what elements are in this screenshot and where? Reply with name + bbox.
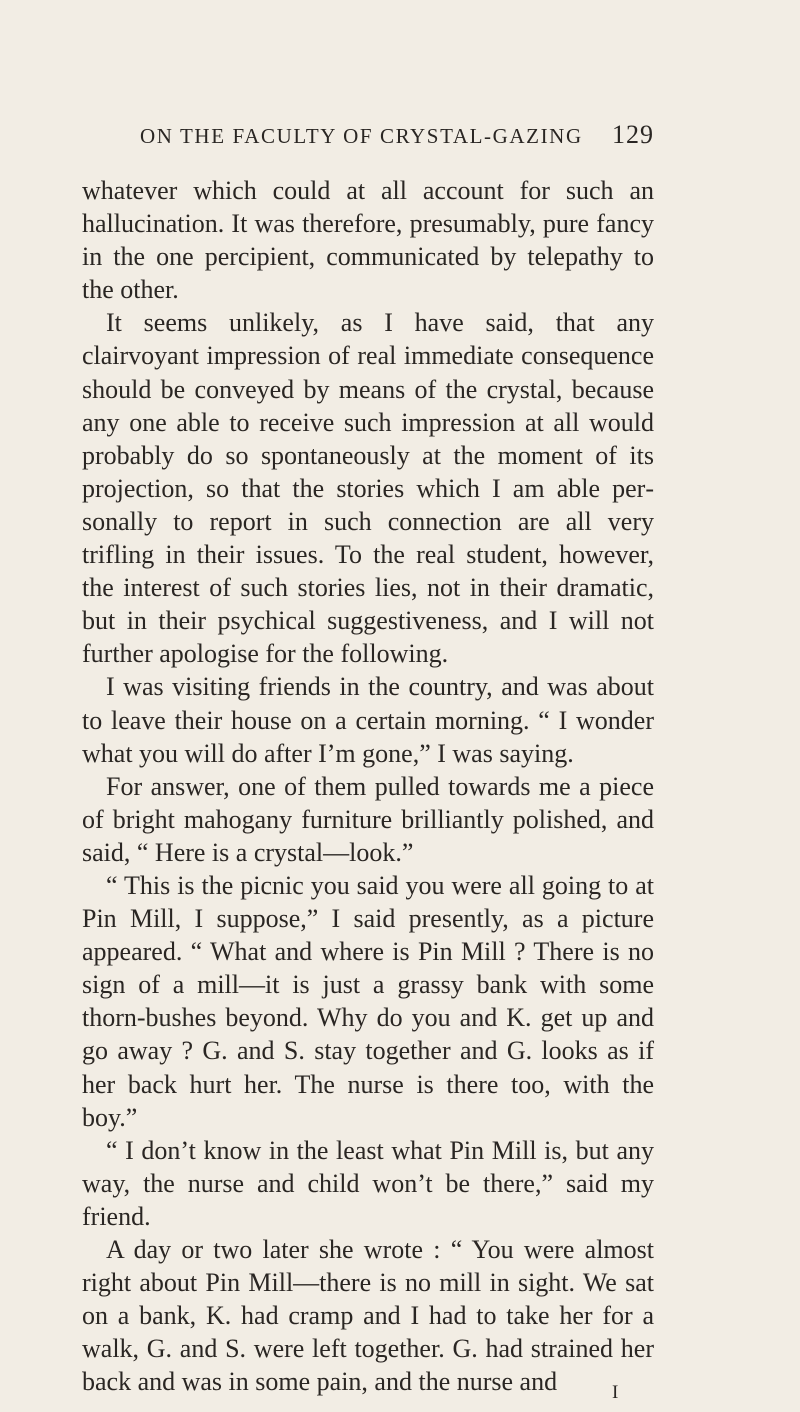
paragraph: whatever which could at all account for such an hallucination. It was therefore, presumably, pure fancy in the one percipient, communicated by telepathy to the other. — [82, 176, 654, 305]
paragraph: For answer, one of them pulled towards me a piece of bright mahogany furniture brilliantly polished, and said, “ Here is a crystal—look.” — [82, 771, 654, 867]
body-text — [82, 174, 654, 1398]
paragraph: It seems unlikely, as I have said, that any clairvoyant impression of real immediate consequence should be conveyed by means of the crystal, because any one able to receive such impression at all would probably do so spontaneously at the moment of its projection, so that the stories which I am able personally to report in such connection are all very trifling in their issues. To the real student, however, the interest of such stories lies, not in their dramatic, but in their psychical suggestiveness, and I will not further apologise for the following. — [82, 308, 654, 669]
running-head — [140, 120, 654, 160]
paragraph: A day or two later she wrote : “ You were almost right about Pin Mill—there is no mill in sight. We sat on a bank, K. had cramp and I had to take her for a walk, G. and S. were left together. G. had strained her back and was in some pain, and the nurse and — [82, 1235, 654, 1397]
paragraph: “ I don’t know in the least what Pin Mill is, but any way, the nurse and child won’t be there,” said my friend. — [82, 1135, 654, 1231]
running-head-title: ON THE FACULTY OF CRYSTAL-GAZING — [140, 124, 583, 148]
paragraph: I was visiting friends in the country, and was about to leave their house on a certain morning. “ I wonder what you will do after I’m gone,” I was saying. — [82, 672, 654, 768]
signature-mark: I — [612, 1382, 619, 1403]
page-number: 129 — [612, 120, 654, 149]
paragraph: “ This is the picnic you said you were all going to at Pin Mill, I suppose,” I said presently, as a picture appeared. “ What and where is Pin Mill ? There is no sign of a mill—it is just a grassy bank with some thorn-bushes beyond. Why do you and K. get up and go away ? G. and S. stay together and G. looks as if her back hurt her. The nurse is there too, with the boy.” — [82, 870, 654, 1132]
